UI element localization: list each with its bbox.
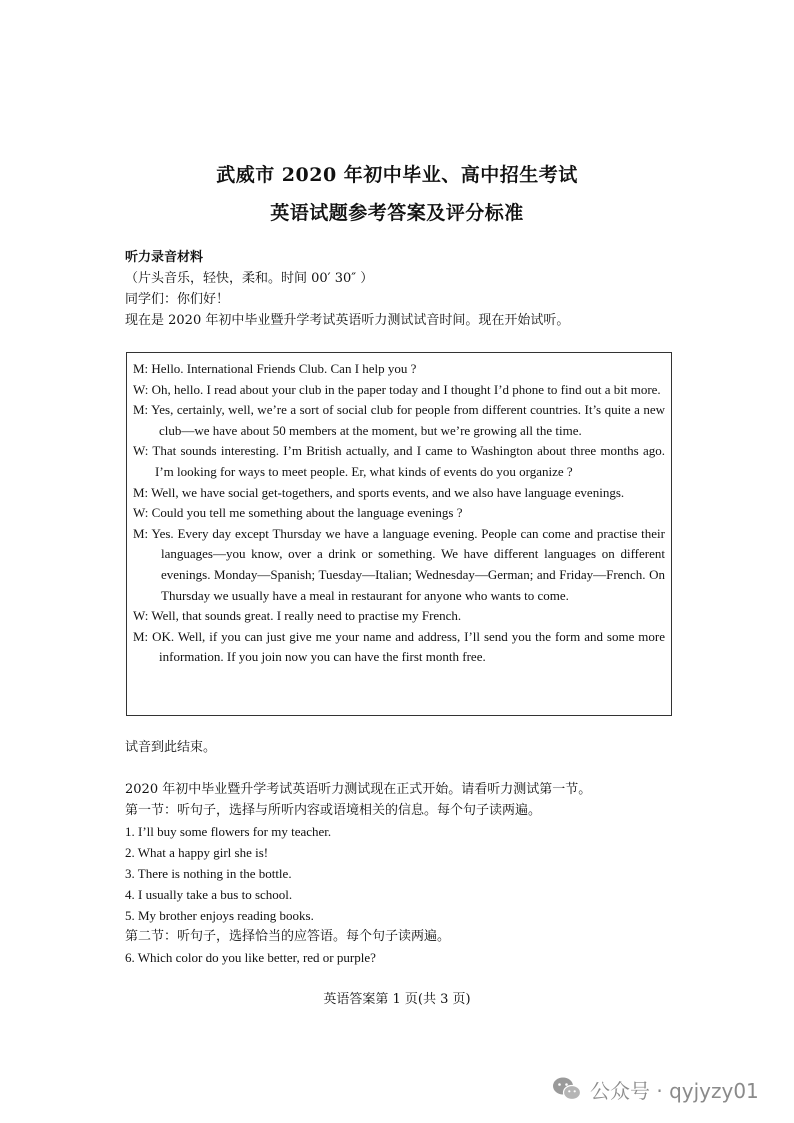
dialog-line: M: Yes. Every day except Thursday we have a language evening. People can come and practise their languages—you know, over a drink or something. We have different languages on different evenings. Monday—Spanish; Tuesday—Italian; Wednesday—German; and Friday—French. On Thursday we usually have a meal in restaurant for anyone who wants to come. — [133, 525, 665, 603]
formal-start: 2020 年初中毕业暨升学考试英语听力测试现在正式开始。请看听力测试第一节。 — [125, 782, 592, 797]
dialog-line: W: Could you tell me something about the language evenings ? — [133, 505, 463, 521]
test-end: 试音到此结束。 — [125, 740, 217, 755]
question-item: 5. My brother enjoys reading books. — [125, 908, 314, 923]
question-item: 4. I usually take a bus to school. — [125, 887, 293, 902]
dialog-line: M: Well, we have social get-togethers, and sports events, and we also have language evenings. — [133, 484, 625, 500]
greeting: 同学们：你们好！ — [125, 292, 230, 307]
dialog-line: M: Yes, certainly, well, we’re a sort of social club for people from different countries. It’s quite a new club—we have about 50 members at the moment, but we’re growing all the time. — [133, 402, 665, 438]
dialog-line: W: Well, that sounds great. I really need to practise my French. — [133, 608, 462, 624]
dialog-line: M: OK. Well, if you can just give me your name and address, I’ll send you the form and some more information. If you join now you can have the first month free. — [133, 628, 665, 665]
page-footer: 英语答案第 1 页(共 3 页) — [323, 992, 471, 1007]
dialog-box — [126, 352, 672, 716]
section-1-instruction: 第一节：听句子，选择与所听内容或语境相关的信息。每个句子读两遍。 — [125, 803, 542, 818]
question-item: 3. There is nothing in the bottle. — [125, 866, 292, 881]
watermark-text: 公众号 · qyjyzy01 — [590, 1078, 759, 1103]
dialog-line: M: Hello. International Friends Club. Can I help you ? — [133, 361, 417, 376]
wechat-icon — [552, 1076, 582, 1102]
music-note: （片头音乐，轻快，柔和。时间 00′ 30″ ） — [125, 271, 374, 286]
document-subtitle: 英语试题参考答案及评分标准 — [270, 202, 524, 224]
dialog-line: W: Oh, hello. I read about your club in the paper today and I thought I’d phone to find out a bit more. — [133, 381, 661, 397]
watermark — [552, 1074, 759, 1104]
question-item: 2. What a happy girl she is! — [125, 845, 269, 860]
section-2-instruction: 第二节：听句子，选择恰当的应答语。每个句子读两遍。 — [125, 929, 451, 944]
test-start: 现在是 2020 年初中毕业暨升学考试英语听力测试试音时间。现在开始试听。 — [125, 313, 570, 328]
document-title: 武威市 2020 年初中毕业、高中招生考试 — [216, 164, 578, 186]
dialog-line: W: That sounds interesting. I’m British actually, and I came to Washington about three months ago. I’m looking for ways to meet people. Er, what kinds of events do you organize ? — [133, 443, 665, 479]
question-item: 1. I’ll buy some flowers for my teacher. — [125, 824, 332, 839]
listening-heading: 听力录音材料 — [125, 250, 204, 265]
question-item: 6. Which color do you like better, red or purple? — [125, 950, 376, 965]
